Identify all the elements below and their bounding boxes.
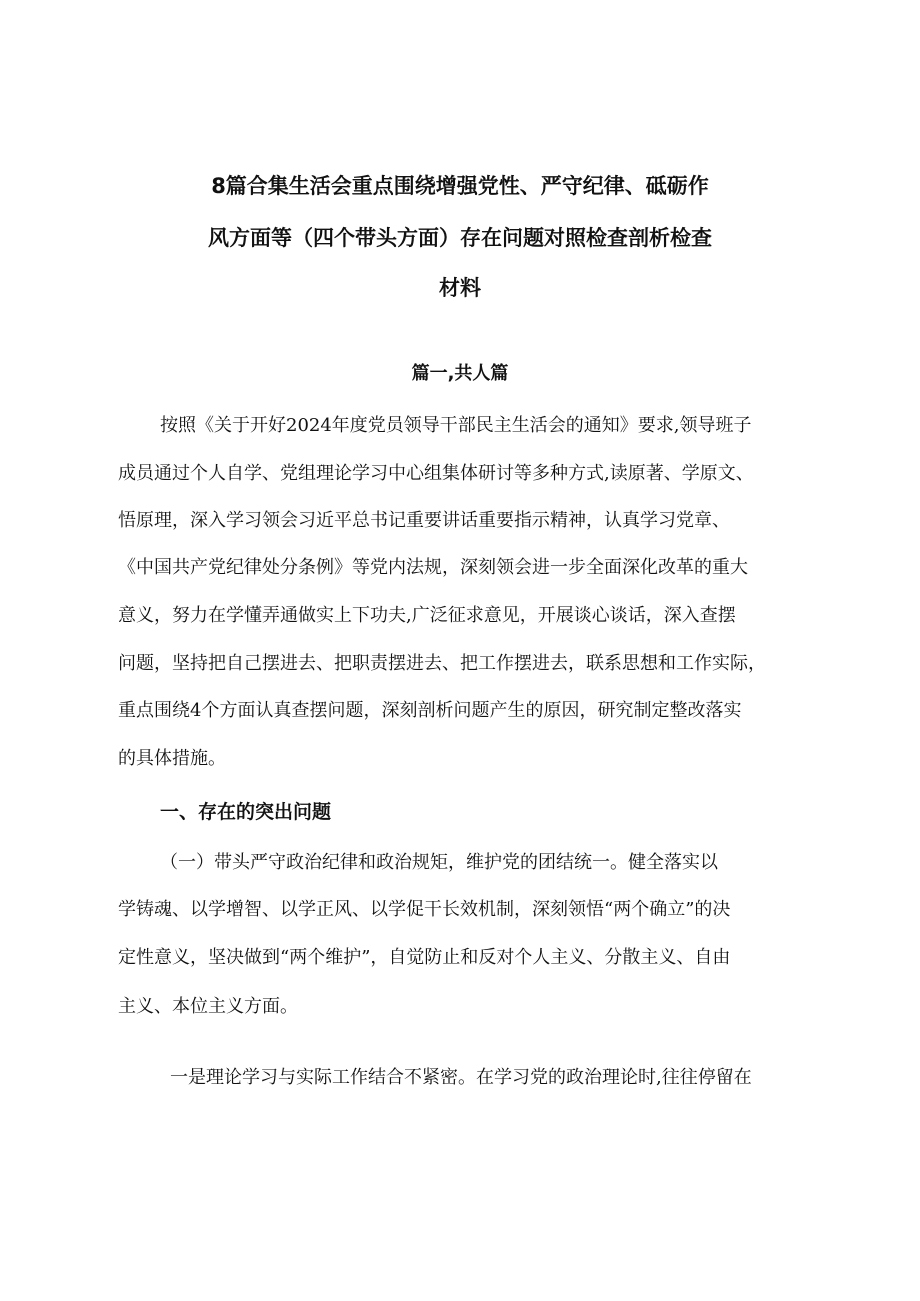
part-heading: 篇一,共人篇 <box>411 363 509 384</box>
document-title-line-1: 8篇合集生活会重点围绕增强党性、严守纪律、砥砺作 <box>211 174 709 198</box>
intro-line-1: 按照《关于开好2024年度党员领导干部民主生活会的通知》要求,领导班子 <box>160 415 752 436</box>
section-heading-1: 一、存在的突出问题 <box>160 801 332 823</box>
point-1-line: 一是理论学习与实际工作结合不紧密。在学习党的政治理论时,往往停留在 <box>170 1067 752 1088</box>
intro-line-3: 悟原理，深入学习领会习近平总书记重要讲话重要指示精神，认真学习党章、 <box>118 510 730 531</box>
intro-line-7: 重点围绕4个方面认真查摆问题，深刻剖析问题产生的原因，研究制定整改落实 <box>118 700 742 721</box>
subsection-line-3: 定性意义，坚决做到“两个维护”，自觉防止和反对个人主义、分散主义、自由 <box>118 947 731 968</box>
intro-line-6: 问题，坚持把自己摆进去、把职责摆进去、把工作摆进去，联系思想和工作实际， <box>118 653 766 674</box>
intro-line-2: 成员通过个人自学、党组理论学习中心组集体研讨等多种方式,读原著、学原文、 <box>118 463 754 484</box>
intro-line-4: 《中国共产党纪律处分条例》等党内法规，深刻领会进一步全面深化改革的重大 <box>118 557 748 578</box>
intro-line-8: 的具体措施。 <box>118 748 226 769</box>
document-title-line-2: 风方面等（四个带头方面）存在问题对照检查剖析检查 <box>208 226 712 250</box>
subsection-line-1: （一）带头严守政治纪律和政治规矩，维护党的团结统一。健全落实以 <box>160 852 718 873</box>
subsection-line-4: 主义、本位主义方面。 <box>118 996 298 1017</box>
subsection-line-2: 学铸魂、以学增智、以学正风、以学促干长效机制，深刻领悟“两个确立”的决 <box>118 899 731 920</box>
document-title-line-3: 材料 <box>439 276 481 300</box>
intro-line-5: 意义，努力在学懂弄通做实上下功夫,广泛征求意见，开展谈心谈话，深入查摆 <box>118 605 736 626</box>
